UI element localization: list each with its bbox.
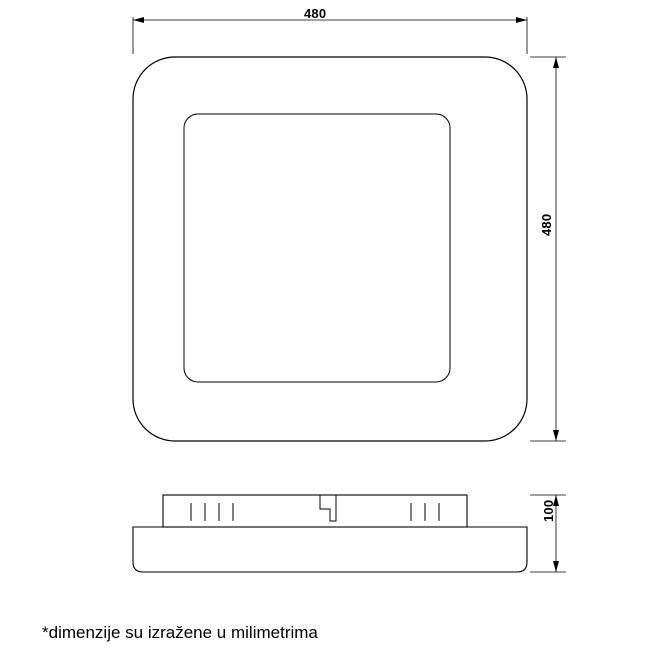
top-dim-arrow-right bbox=[516, 17, 527, 23]
right-dim-arrow-top bbox=[553, 57, 559, 68]
side-center-notch bbox=[320, 495, 336, 521]
top-view-inner-outline bbox=[184, 114, 450, 382]
units-footnote: *dimenzije su izražene u milimetrima bbox=[42, 623, 318, 642]
side-view-upper-body bbox=[163, 495, 467, 527]
side-view-lower-body bbox=[133, 527, 527, 572]
dimension-label-height: 480 bbox=[539, 213, 554, 236]
right-dim-arrow-bottom bbox=[553, 430, 559, 441]
dimension-label-depth: 100 bbox=[541, 499, 556, 522]
side-dim-arrow-bottom bbox=[553, 561, 559, 572]
top-dim-arrow-left bbox=[133, 17, 144, 23]
dimension-label-width: 480 bbox=[304, 6, 327, 21]
top-view-outer-outline bbox=[133, 57, 527, 441]
